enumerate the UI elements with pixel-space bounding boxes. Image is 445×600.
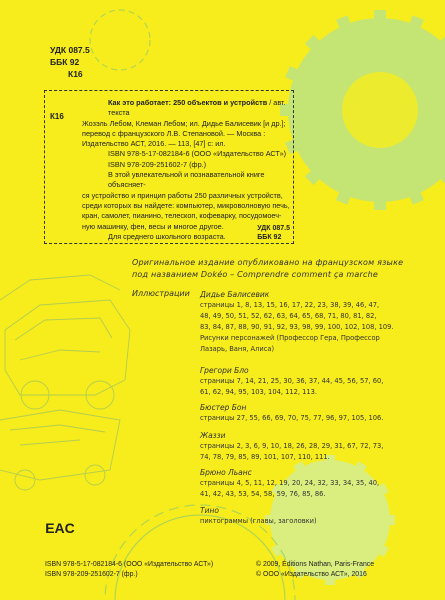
original-note-line: Оригинальное издание опубликовано на французском языке — [132, 258, 404, 267]
illustrator-pages: Рисунки персонажей (Профессор Гера, Профессор — [200, 334, 380, 342]
catalog-line: ся устройство и принцип работы 250 различных устройств, — [82, 190, 283, 200]
catalog-title: Как это работает: 250 объектов и устройств — [108, 98, 268, 107]
catalog-line: среди которых вы найдете: компьютер, микроволновую печь, — [82, 200, 290, 210]
original-edition-note — [132, 257, 422, 280]
copyright-block — [256, 560, 374, 580]
author-sign: К16 — [68, 69, 83, 79]
catalog-line: Как это работает: 250 объектов и устройств / авт. текста — [108, 98, 286, 118]
illustrator-pages: страницы 7, 14, 21, 25, 30, 36, 37, 44, 45, 56, 57, 60, — [200, 377, 384, 385]
illustrator-pages: страницы 2, 3, 6, 9, 10, 18, 26, 28, 29, 31, 67, 72, 73, — [200, 442, 384, 450]
illustrator-name: Грегори Бло — [200, 366, 249, 375]
catalog-line: Для среднего школьного возраста. — [108, 231, 226, 241]
illustrator-entry — [200, 402, 420, 424]
catalog-line: ISBN 978-5-17-082184-6 (ООО «Издательство АСТ») — [108, 149, 287, 159]
eac-mark-text: EAC — [45, 520, 75, 536]
eac-mark-icon — [45, 520, 75, 536]
catalog-text — [82, 98, 290, 242]
original-note-line: под названием Dokéo – Comprendre comment ça marche — [132, 269, 378, 279]
catalog-line: В этой увлекательной и познавательной книге объясняет- — [108, 170, 265, 190]
catalog-line: ную машинку, фен, весы и многое другое. — [82, 221, 224, 231]
udk-code: УДК 087.5 — [50, 45, 90, 55]
catalog-udk-code: УДК 087.5 — [257, 225, 290, 232]
illustrator-name: Дидье Балисевик — [200, 290, 270, 299]
illustrator-entry — [200, 365, 420, 398]
catalog-author-sign: К16 — [50, 112, 64, 121]
catalog-bbk-code: ББК 92 — [257, 234, 282, 241]
udk-block — [50, 44, 90, 80]
illustrator-name: Брюно Льанс — [200, 468, 252, 477]
catalog-udk — [257, 224, 290, 242]
illustrator-pages: 48, 49, 50, 51, 52, 62, 63, 64, 65, 68, 71, 80, 81, 82, — [200, 312, 377, 320]
isbn-line: ISBN 978-5-17-082184-6 (ООО «Издательство АСТ») — [45, 561, 214, 568]
illustrator-pages: 41, 42, 43, 53, 54, 58, 59, 76, 85, 86. — [200, 490, 326, 498]
illustrator-pages: страницы 27, 55, 66, 69, 70, 75, 77, 96, 97, 105, 106. — [200, 414, 384, 422]
copyright-line: © ООО «Издательство АСТ», 2016 — [256, 571, 367, 578]
copyright-line: © 2009, Éditions Nathan, Paris-France — [256, 561, 375, 568]
illustrator-pages: 74, 78, 79, 85, 89, 101, 107, 110, 111. — [200, 453, 330, 461]
catalog-line: кран, самолет, пианино, телескоп, кофеварку, посудомоеч- — [82, 211, 282, 221]
illustrator-entry — [200, 289, 420, 355]
illustrator-pages: Лазарь, Ваня, Алиса) — [200, 345, 275, 353]
illustrator-pages: 61, 62, 94, 95, 103, 104, 112, 113. — [200, 388, 317, 396]
illustrator-pages: пиктограммы (главы, заголовки) — [200, 517, 317, 525]
illustrator-name: Тино — [200, 506, 219, 515]
isbn-block — [45, 560, 213, 580]
car-drawing-icon — [0, 275, 130, 490]
catalog-line: перевод с французского Л.В. Степановой. — Москва : — [82, 128, 266, 138]
catalog-line: Издательство АСТ, 2016. — 113, [47] с: ил. — [82, 139, 226, 149]
bbk-code: ББК 92 — [50, 57, 80, 67]
illustrator-pages: 83, 84, 87, 88, 90, 91, 92, 93, 98, 99, 100, 102, 108, 109. — [200, 323, 394, 331]
catalog-card — [44, 90, 294, 244]
catalog-line: Жозэль Лебом, Клеман Лебом; ил. Дидье Балисевик [и др.]; — [82, 118, 286, 128]
illustrator-name: Бюстер Бон — [200, 403, 247, 412]
isbn-line: ISBN 978-209-251602-7 (фр.) — [45, 571, 138, 578]
illustrator-pages: страницы 4, 5, 11, 12, 19, 20, 24, 32, 33, 34, 35, 40, — [200, 479, 380, 487]
illustrator-entry — [200, 505, 420, 527]
illustrations-label: Иллюстрации — [132, 289, 190, 298]
illustrator-pages: страницы 1, 8, 13, 15, 16, 17, 22, 23, 38, 39, 46, 47, — [200, 301, 380, 309]
illustrator-name: Жаззи — [200, 431, 226, 440]
catalog-line: ISBN 978-209-251602-7 (фр.) — [108, 159, 207, 169]
illustrator-entry — [200, 467, 420, 500]
illustrator-entry — [200, 430, 420, 463]
